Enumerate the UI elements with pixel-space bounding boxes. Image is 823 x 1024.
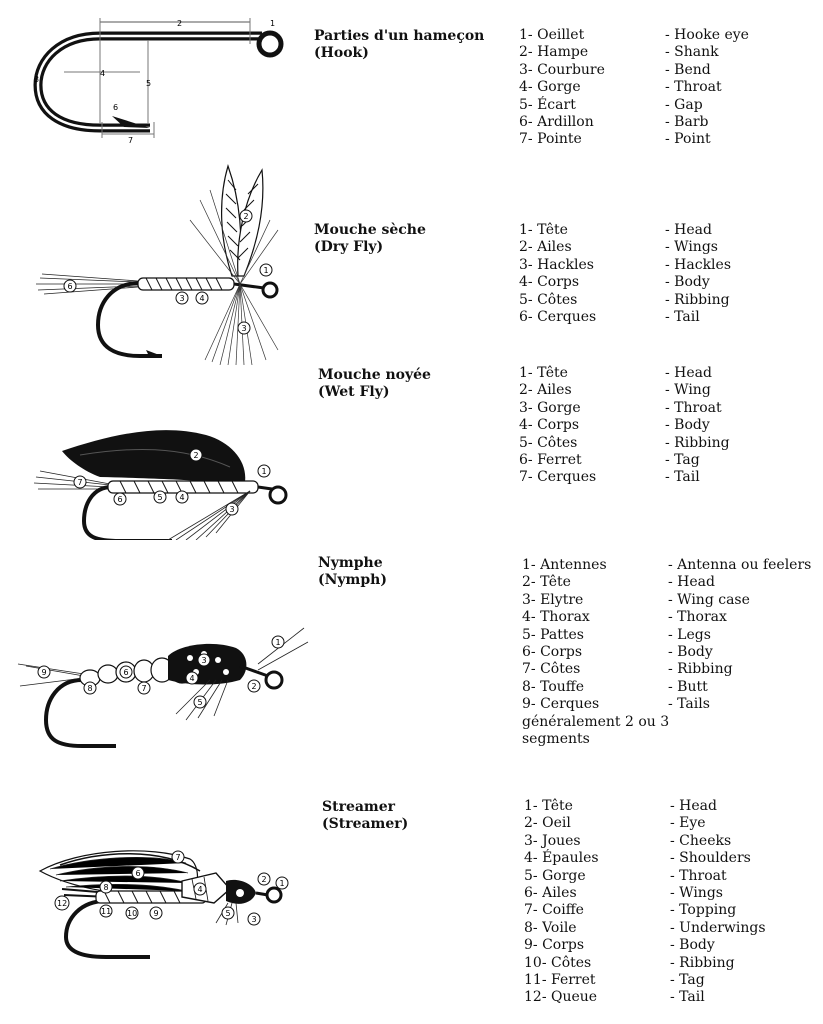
nymph-callout-7: 7 xyxy=(141,684,147,693)
streamer-part-en: - Topping xyxy=(670,902,737,919)
hook-callout-5: 5 xyxy=(146,79,152,88)
dry-fly-callout-4: 4 xyxy=(199,294,205,303)
nymph-title-fr: Nymphe xyxy=(318,555,383,571)
nymph-callout-8: 8 xyxy=(87,684,93,693)
section-nymph xyxy=(0,540,823,785)
streamer-part-en: - Shoulders xyxy=(670,850,751,867)
streamer-callout-12: 12 xyxy=(57,899,68,908)
nymph-part-en: - Body xyxy=(668,643,713,660)
nymph-part-fr: 7- Côtes xyxy=(522,661,581,678)
section-hook xyxy=(0,0,823,160)
dry-fly-part-en: - Tail xyxy=(665,308,700,325)
hook-callout-6: 6 xyxy=(113,103,119,112)
wet-fly-wing xyxy=(62,430,245,487)
nymph-part-fr: 8- Touffe xyxy=(522,678,585,695)
streamer-title xyxy=(322,799,408,833)
hook-title-en: (Hook) xyxy=(314,45,369,61)
nymph-part-fr: 6- Corps xyxy=(522,643,583,660)
dry-fly-part-fr: 6- Cerques xyxy=(519,308,597,325)
nymph-part-fr: 5- Pattes xyxy=(522,626,584,643)
wet-fly-part-en: - Body xyxy=(665,417,710,434)
wet-fly-part-fr: 1- Tête xyxy=(519,365,568,381)
streamer-part-fr: 9- Corps xyxy=(524,937,585,954)
nymph-callout-1: 1 xyxy=(275,638,281,647)
wet-fly-callout-6: 6 xyxy=(117,495,123,504)
streamer-part-en: - Body xyxy=(670,937,715,954)
dry-fly-callout-6: 6 xyxy=(67,282,73,291)
streamer-title-en: (Streamer) xyxy=(322,816,409,832)
nymph-antennae xyxy=(258,628,308,670)
dry-fly-part-fr: 1- Tête xyxy=(519,222,568,238)
streamer-part-fr: 5- Gorge xyxy=(524,867,586,884)
hook-part-en: - Bend xyxy=(665,61,711,78)
hook-part-en: - Point xyxy=(665,131,711,148)
hook-part-fr: 5- Écart xyxy=(519,96,576,113)
wet-fly-part-fr: 7- Cerques xyxy=(519,469,597,486)
dry-fly-title-en: (Dry Fly) xyxy=(314,239,384,255)
dry-fly-title xyxy=(314,222,426,256)
streamer-callout-10: 10 xyxy=(127,909,138,918)
wet-fly-callout-2: 2 xyxy=(193,451,199,460)
wet-fly-callout-1: 1 xyxy=(261,467,267,476)
section-streamer xyxy=(0,785,823,1024)
wet-fly-title-fr: Mouche noyée xyxy=(318,367,431,383)
wet-fly-title-en: (Wet Fly) xyxy=(318,384,390,400)
nymph-part-fr: 9- Cerques xyxy=(522,696,600,713)
dry-fly-callout-1: 1 xyxy=(263,266,269,275)
nymph-title xyxy=(318,555,387,589)
streamer-title-fr: Streamer xyxy=(322,799,396,815)
streamer-part-fr: 11- Ferret xyxy=(524,971,596,988)
wet-fly-part-en: - Head xyxy=(665,365,712,381)
streamer-part-fr: 4- Épaules xyxy=(524,850,599,867)
nymph-callout-3: 3 xyxy=(201,656,207,665)
streamer-part-fr: 2- Oeil xyxy=(524,815,571,832)
streamer-part-en: - Throat xyxy=(670,867,727,884)
wet-fly-diagram xyxy=(0,365,300,540)
streamer-callout-5: 5 xyxy=(225,909,231,918)
wet-fly-part-en: - Tag xyxy=(665,451,700,468)
dry-fly-part-en: - Head xyxy=(665,222,712,238)
streamer-part-fr: 12- Queue xyxy=(524,989,598,1006)
wet-fly-part-fr: 3- Gorge xyxy=(519,399,581,416)
streamer-part-fr: 10- Côtes xyxy=(524,954,592,971)
wet-fly-title xyxy=(318,367,431,401)
wet-fly-part-en: - Ribbing xyxy=(665,434,730,451)
streamer-part-en: - Tail xyxy=(670,989,705,1006)
streamer-part-en: - Head xyxy=(670,798,717,814)
nymph-part-en: - Butt xyxy=(668,678,708,695)
streamer-part-en: - Ribbing xyxy=(670,954,735,971)
streamer-callout-3: 3 xyxy=(251,915,257,924)
nymph-diagram xyxy=(0,540,320,785)
hook-part-en: - Gap xyxy=(665,96,703,113)
nymph-part-en: - Wing case xyxy=(668,591,750,608)
section-dry-fly xyxy=(0,160,823,365)
streamer-callout-4: 4 xyxy=(197,885,203,894)
nymph-callout-5: 5 xyxy=(197,698,203,707)
streamer-part-fr: 6- Ailes xyxy=(524,884,577,901)
nymph-title-en: (Nymph) xyxy=(318,572,387,588)
wet-fly-callout-4: 4 xyxy=(179,493,185,502)
streamer-part-fr: 8- Voile xyxy=(524,919,577,936)
wet-fly-callout-3: 3 xyxy=(229,505,235,514)
nymph-part-en: - Thorax xyxy=(668,609,727,626)
dry-fly-diagram xyxy=(0,160,300,365)
nymph-part-en: - Ribbing xyxy=(668,661,733,678)
wet-fly-part-en: - Wing xyxy=(665,382,711,399)
nymph-part-fr: 1- Antennes xyxy=(522,557,607,573)
hook-title xyxy=(314,28,484,62)
dry-fly-part-fr: 2- Ailes xyxy=(519,239,572,256)
nymph-part-en: - Legs xyxy=(668,626,711,643)
dry-fly-part-en: - Body xyxy=(665,274,710,291)
hook-diagram xyxy=(0,0,300,160)
hook-callout-7: 7 xyxy=(128,136,134,145)
streamer-part-en: - Wings xyxy=(670,884,723,901)
nymph-note-text: généralement 2 ou 3 segments xyxy=(522,714,670,748)
wet-fly-part-fr: 6- Ferret xyxy=(519,451,582,468)
hook-title-fr: Parties d'un hameçon xyxy=(314,28,485,44)
wet-fly-part-fr: 2- Ailes xyxy=(519,382,572,399)
streamer-part-en: - Cheeks xyxy=(670,832,732,849)
streamer-part-fr: 3- Joues xyxy=(524,832,581,849)
dry-fly-part-en: - Hackles xyxy=(665,256,732,273)
nymph-callout-6: 6 xyxy=(123,668,129,677)
wet-fly-part-fr: 5- Côtes xyxy=(519,434,578,451)
streamer-part-en: - Underwings xyxy=(670,919,766,936)
hook-part-en: - Hooke eye xyxy=(665,27,749,43)
hook-callout-2: 2 xyxy=(177,19,183,28)
hook-part-fr: 4- Gorge xyxy=(519,79,581,96)
streamer-part-en: - Eye xyxy=(670,815,706,832)
nymph-hook xyxy=(46,680,116,746)
nymph-part-fr: 2- Tête xyxy=(522,574,571,591)
hook-eye xyxy=(259,33,281,55)
streamer-part-en: - Tag xyxy=(670,971,705,988)
hook-part-fr: 6- Ardillon xyxy=(519,113,594,130)
streamer-callout-9: 9 xyxy=(153,909,159,918)
streamer-callout-6: 6 xyxy=(135,869,141,878)
hook-callout-1: 1 xyxy=(270,19,276,28)
nymph-note xyxy=(522,714,672,749)
dry-fly-callout-3b: 3 xyxy=(241,324,247,333)
streamer-callout-1: 1 xyxy=(279,879,285,888)
hook-part-fr: 7- Pointe xyxy=(519,131,582,148)
nymph-part-en: - Antenna ou feelers xyxy=(668,557,812,573)
wet-fly-callout-5: 5 xyxy=(157,493,163,502)
streamer-callout-11: 11 xyxy=(101,907,112,916)
dry-fly-part-fr: 4- Corps xyxy=(519,274,580,291)
hook-part-en: - Shank xyxy=(665,44,719,61)
dry-fly-part-fr: 3- Hackles xyxy=(519,256,594,273)
wet-fly-part-en: - Tail xyxy=(665,469,700,486)
dry-fly-callout-2: 2 xyxy=(243,212,249,221)
hook-part-fr: 2- Hampe xyxy=(519,44,589,61)
nymph-callout-4: 4 xyxy=(189,674,195,683)
hook-part-fr: 3- Courbure xyxy=(519,61,605,78)
streamer-callout-8: 8 xyxy=(103,883,109,892)
nymph-callout-2: 2 xyxy=(251,682,257,691)
streamer-part-fr: 7- Coiffe xyxy=(524,902,584,919)
nymph-part-fr: 4- Thorax xyxy=(522,609,590,626)
streamer-part-fr: 1- Tête xyxy=(524,798,573,814)
dry-fly-callout-3a: 3 xyxy=(179,294,185,303)
streamer-diagram xyxy=(0,785,320,1024)
hook-callout-4: 4 xyxy=(100,69,106,78)
streamer-callout-7: 7 xyxy=(175,853,181,862)
hook-part-fr: 1- Oeillet xyxy=(519,27,585,43)
streamer-callout-2: 2 xyxy=(261,875,267,884)
dry-fly-hook xyxy=(98,283,162,356)
dry-fly-body xyxy=(138,278,234,290)
hook-callout-3: 3 xyxy=(34,75,40,84)
nymph-part-fr: 3- Elytre xyxy=(522,591,584,608)
wet-fly-part-en: - Throat xyxy=(665,399,722,416)
nymph-callout-9: 9 xyxy=(41,668,47,677)
dry-fly-part-en: - Wings xyxy=(665,239,718,256)
dry-fly-part-en: - Ribbing xyxy=(665,291,730,308)
wet-fly-callout-7: 7 xyxy=(77,478,83,487)
section-wet-fly xyxy=(0,365,823,540)
dry-fly-title-fr: Mouche sèche xyxy=(314,222,426,238)
wet-fly-part-fr: 4- Corps xyxy=(519,417,580,434)
nymph-part-en: - Tails xyxy=(668,696,710,713)
hook-part-en: - Barb xyxy=(665,113,709,130)
dry-fly-part-fr: 5- Côtes xyxy=(519,291,578,308)
hook-part-en: - Throat xyxy=(665,79,722,96)
nymph-part-en: - Head xyxy=(668,574,715,591)
